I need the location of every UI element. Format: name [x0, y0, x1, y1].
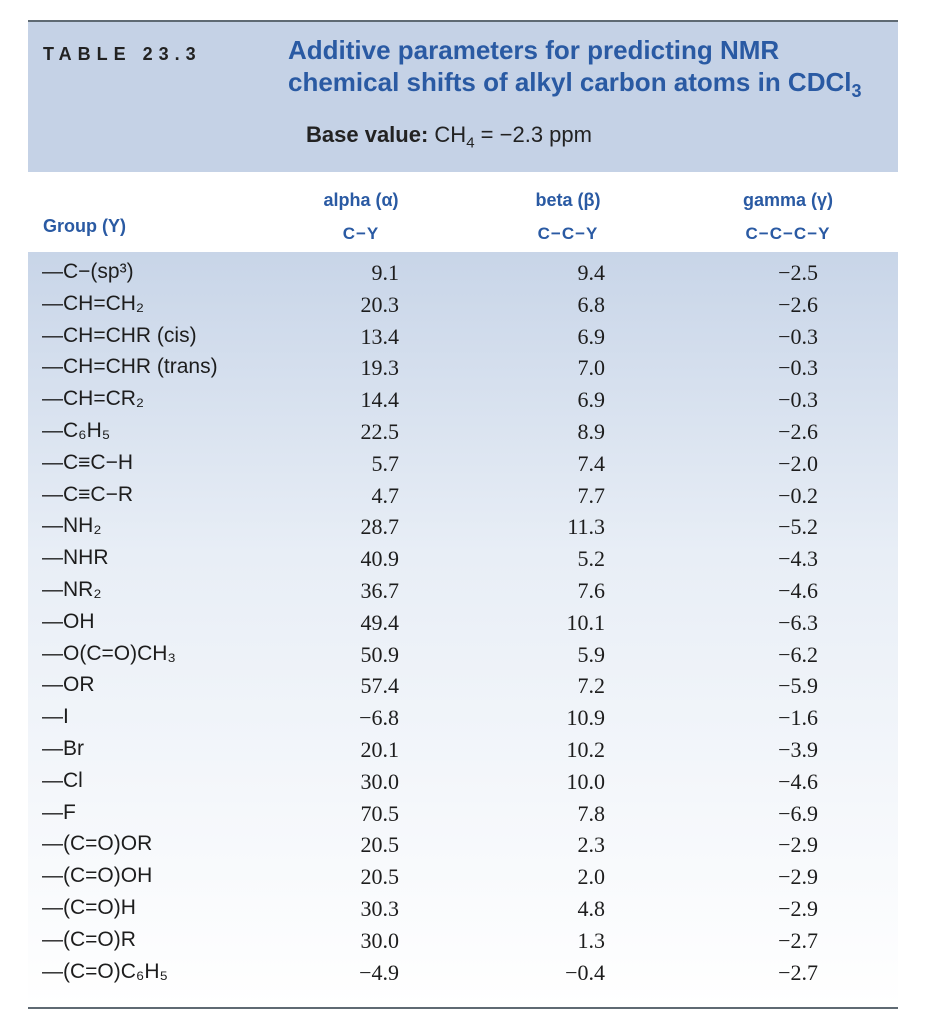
gamma-cell: −2.6 — [778, 419, 818, 444]
beta-cell: 5.2 — [577, 546, 605, 572]
table-row — [28, 892, 898, 924]
gamma-cell: −2.7 — [778, 959, 818, 985]
beta-cell: 8.9 — [577, 419, 605, 444]
bottom-rule — [28, 1007, 898, 1009]
alpha-header-bottom: C−Y — [342, 224, 380, 243]
title-line-2-subscript: 3 — [851, 81, 862, 102]
group-cell: —I — [42, 705, 69, 729]
table-row — [28, 383, 898, 415]
group-cell: —F — [42, 800, 76, 824]
group-cell: —(C=O)OH — [42, 864, 153, 888]
title-line-2-text: chemical shifts of alkyl carbon atoms in CDCl — [288, 67, 852, 97]
gamma-cell: −2.0 — [778, 450, 818, 476]
table-number-label: TABLE 23.3 — [43, 44, 202, 64]
beta-header-top: beta (β) — [535, 190, 601, 210]
table-page — [28, 20, 898, 1008]
gamma-cell: −6.3 — [778, 609, 818, 635]
alpha-cell: 9.1 — [371, 260, 399, 285]
gamma-cell: −0.2 — [778, 482, 818, 508]
table-row — [28, 765, 898, 797]
gamma-cell: −5.2 — [778, 514, 818, 540]
beta-column-header — [508, 190, 628, 244]
gamma-cell: −3.9 — [778, 737, 818, 762]
gamma-header-top: gamma (γ) — [742, 190, 834, 210]
group-cell: —NH₂ — [42, 514, 102, 538]
group-cell: —(C=O)C₆H₅ — [42, 959, 169, 983]
table-row — [28, 415, 898, 447]
beta-cell: 11.3 — [567, 514, 605, 540]
gamma-cell: −2.6 — [778, 291, 818, 317]
base-value — [306, 122, 592, 151]
alpha-cell: −4.9 — [359, 959, 399, 985]
table-row — [28, 669, 898, 701]
alpha-cell: 28.7 — [360, 514, 399, 540]
table-row — [28, 797, 898, 829]
beta-cell: 7.8 — [577, 800, 605, 826]
group-cell: —NR₂ — [42, 578, 102, 601]
group-cell: —CH=CHR (cis) — [42, 323, 197, 347]
base-value-label: Base value: — [306, 122, 429, 147]
gamma-cell: −2.7 — [778, 927, 818, 953]
alpha-cell: 5.7 — [371, 450, 399, 476]
alpha-cell: 4.7 — [371, 482, 399, 508]
table-row — [28, 828, 898, 860]
gamma-cell: −4.6 — [778, 578, 818, 603]
gamma-cell: −6.9 — [778, 800, 818, 826]
gamma-cell: −4.6 — [778, 768, 818, 794]
table-row — [28, 351, 898, 383]
group-cell: —CH=CR₂ — [42, 387, 145, 411]
table-row — [28, 320, 898, 352]
alpha-cell: 13.4 — [360, 323, 399, 349]
beta-cell: 7.0 — [577, 355, 605, 381]
alpha-cell: 19.3 — [360, 355, 399, 381]
title-line-1: Additive parameters for predicting NMR — [288, 35, 780, 65]
table-body — [28, 252, 898, 1007]
table-row — [28, 574, 898, 606]
group-cell: —CH=CH₂ — [42, 291, 145, 315]
table-row — [28, 956, 898, 988]
table-row — [28, 860, 898, 892]
alpha-cell: −6.8 — [359, 705, 399, 731]
alpha-cell: 70.5 — [360, 800, 399, 826]
alpha-cell: 20.5 — [360, 832, 399, 858]
group-cell: —(C=O)OR — [42, 832, 153, 856]
alpha-cell: 14.4 — [360, 387, 399, 413]
table-row — [28, 288, 898, 320]
table-row — [28, 479, 898, 511]
alpha-cell: 40.9 — [360, 546, 399, 572]
alpha-cell: 22.5 — [360, 419, 399, 444]
table-row — [28, 638, 898, 670]
gamma-cell: −0.3 — [778, 355, 818, 381]
gamma-cell: −5.9 — [778, 673, 818, 699]
title-line-2 — [288, 66, 888, 107]
base-value-rest: = −2.3 ppm — [474, 122, 592, 147]
gamma-cell: −2.9 — [778, 864, 818, 890]
table-row — [28, 701, 898, 733]
gamma-cell: −0.3 — [778, 323, 818, 349]
alpha-cell: 49.4 — [360, 609, 399, 635]
beta-cell: 6.9 — [577, 323, 605, 349]
gamma-cell: −4.3 — [778, 546, 818, 572]
gamma-cell: −2.9 — [778, 896, 818, 921]
alpha-cell: 20.3 — [360, 291, 399, 317]
group-cell: —C≡C−R — [42, 482, 134, 506]
alpha-cell: 30.0 — [360, 927, 399, 953]
table-row — [28, 924, 898, 956]
table-row — [28, 606, 898, 638]
table-row — [28, 510, 898, 542]
group-cell: —OH — [42, 609, 95, 633]
alpha-header-top: alpha (α) — [323, 190, 399, 210]
alpha-cell: 20.5 — [360, 864, 399, 890]
group-cell: —Br — [42, 737, 84, 760]
group-cell: —OR — [42, 673, 95, 697]
beta-cell: −0.4 — [565, 959, 605, 985]
beta-cell: 6.8 — [577, 291, 605, 317]
alpha-cell: 57.4 — [360, 673, 399, 699]
alpha-cell: 20.1 — [360, 737, 399, 762]
beta-header-bottom: C−C−Y — [537, 224, 599, 243]
beta-cell: 2.3 — [577, 832, 605, 858]
group-cell: —O(C=O)CH₃ — [42, 641, 176, 665]
group-cell: —C₆H₅ — [42, 419, 111, 442]
base-value-ch: CH — [434, 122, 467, 147]
beta-cell: 4.8 — [577, 896, 605, 921]
gamma-cell: −1.6 — [778, 705, 818, 731]
table-row — [28, 542, 898, 574]
alpha-cell: 30.3 — [360, 896, 399, 921]
alpha-cell: 50.9 — [360, 641, 399, 667]
alpha-column-header — [306, 190, 416, 244]
beta-cell: 1.3 — [577, 927, 605, 953]
group-cell: —C−(sp³) — [42, 260, 134, 283]
beta-cell: 7.7 — [577, 482, 605, 508]
base-value-ch-subscript: 4 — [466, 134, 475, 152]
gamma-cell: −2.9 — [778, 832, 818, 858]
beta-cell: 7.6 — [577, 578, 605, 603]
beta-cell: 5.9 — [577, 641, 605, 667]
beta-cell: 10.9 — [566, 705, 605, 731]
beta-cell: 6.9 — [577, 387, 605, 413]
alpha-cell: 30.0 — [360, 768, 399, 794]
title-band — [28, 22, 898, 172]
beta-cell: 2.0 — [577, 864, 605, 890]
beta-cell: 7.2 — [577, 673, 605, 699]
group-cell: —C≡C−H — [42, 450, 134, 474]
table-row — [28, 447, 898, 479]
group-cell: —NHR — [42, 546, 109, 570]
beta-cell: 10.0 — [566, 768, 605, 794]
alpha-cell: 36.7 — [360, 578, 399, 603]
gamma-cell: −0.3 — [778, 387, 818, 413]
beta-cell: 7.4 — [577, 450, 605, 476]
beta-cell: 10.2 — [566, 737, 605, 762]
group-cell: —CH=CHR (trans) — [42, 355, 218, 379]
table-title — [288, 34, 888, 107]
gamma-cell: −6.2 — [778, 641, 818, 667]
group-cell: —(C=O)H — [42, 896, 136, 919]
group-cell: —(C=O)R — [42, 927, 136, 951]
beta-cell: 10.1 — [566, 609, 605, 635]
gamma-cell: −2.5 — [778, 260, 818, 285]
group-cell: —Cl — [42, 768, 83, 792]
table-row — [28, 256, 898, 288]
gamma-column-header — [718, 190, 858, 244]
group-column-header: Group (Y) — [43, 216, 126, 236]
gamma-header-bottom: C−C−C−Y — [745, 224, 831, 243]
beta-cell: 9.4 — [577, 260, 605, 285]
table-row — [28, 733, 898, 765]
